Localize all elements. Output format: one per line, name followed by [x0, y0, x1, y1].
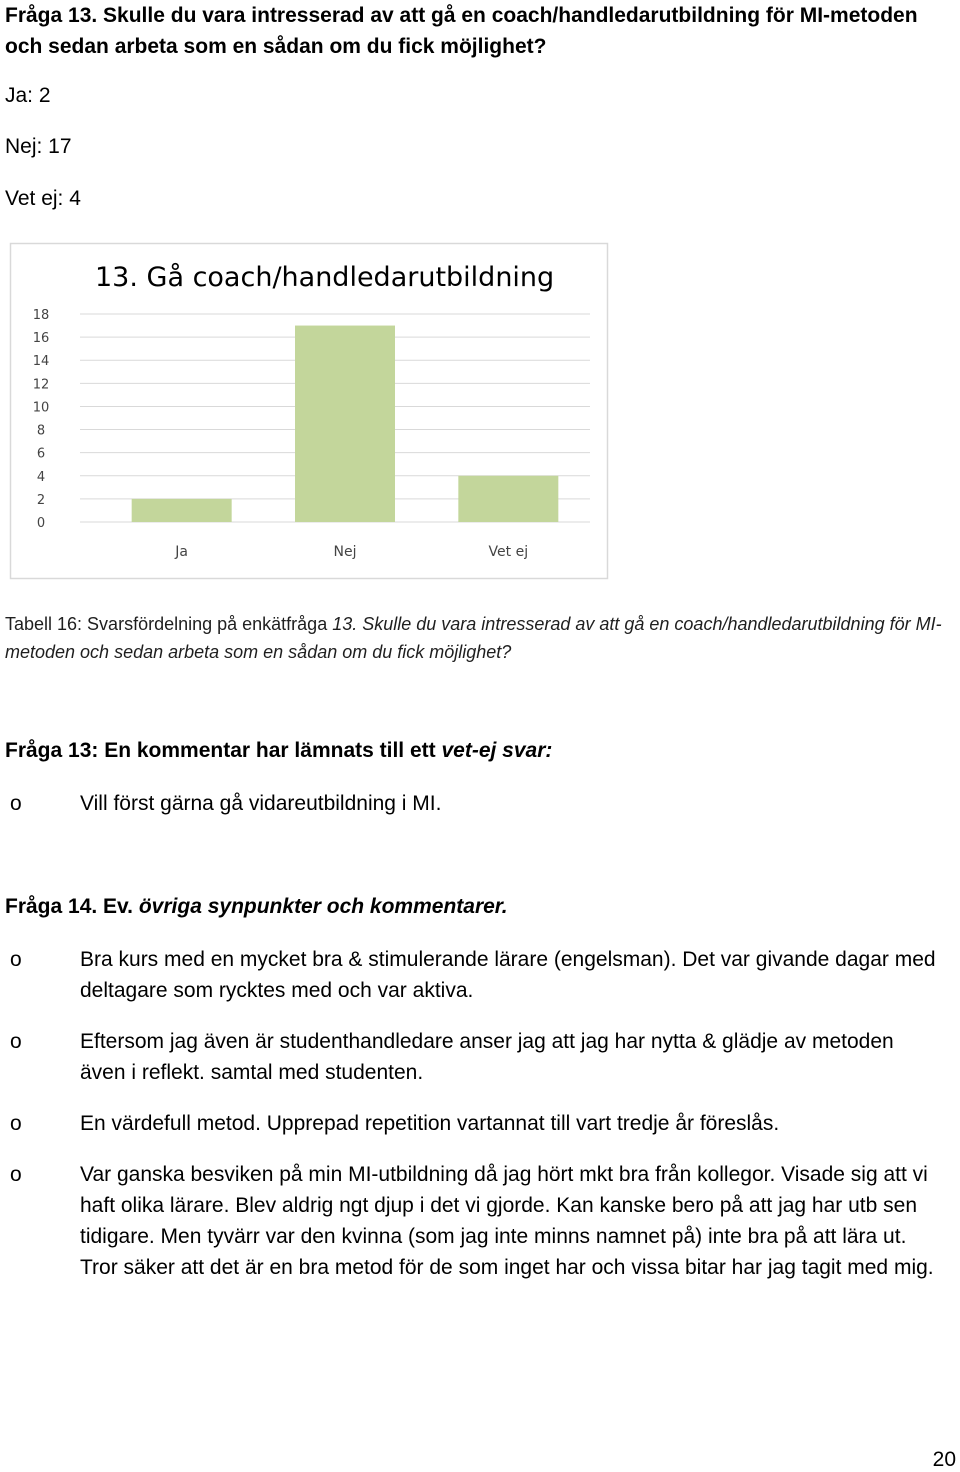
list-item-text: Eftersom jag även är studenthandledare anser jag att jag har nytta & glädje av metoden även i reflekt. samtal med studenten. [80, 1030, 894, 1084]
comment-13-heading-italic: vet-ej svar: [441, 739, 553, 762]
list-item [0, 1159, 940, 1283]
y-tick-label: 12 [32, 377, 50, 393]
answer-count-nej: Nej: 17 [5, 135, 72, 158]
comment-13-list [0, 788, 960, 819]
answer-count-vet-ej: Vet ej: 4 [5, 187, 81, 210]
list-item [0, 1026, 940, 1088]
list-item [0, 1108, 940, 1139]
caption-question: 13. Skulle du vara intresserad av att gå en coach/handledarutbildning för MI-metoden och sedan arbeta som en sådan om du fick möjlighet? [5, 614, 942, 662]
list-item-text: Vill först gärna gå vidareutbildning i MI. [80, 792, 442, 815]
answer-count-ja: Ja: 2 [5, 84, 51, 107]
list-item-text: Var ganska besviken på min MI-utbildning då jag hört mkt bra från kollegor. Visade sig att vi haft olika lärare. Blev aldrig ngt djup i det vi gjorde. Kan kanske bero på att jag har utb sen tidigare. Men tyvärr var den kvinna (som jag inte minns namnet på) inte bra på att lära ut. Tror säker att det är en bra metod för de som inget har och vissa bitar har jag tagit med mig. [80, 1163, 934, 1279]
question-14-heading-text: Fråga 14. Ev. [5, 895, 139, 918]
bar-nej [295, 326, 395, 522]
question-14-heading [5, 893, 508, 921]
bullet-marker: o [10, 1163, 22, 1186]
question-14-list [0, 944, 960, 1303]
y-tick-label: 2 [36, 492, 46, 508]
y-tick-label: 14 [32, 354, 50, 370]
comment-13-heading [5, 737, 552, 765]
caption-prefix: Tabell 16: Svarsfördelning på enkätfråga [5, 614, 333, 634]
list-item-text: Bra kurs med en mycket bra & stimulerande lärare (engelsman). Det var givande dagar med deltagare som rycktes med och var aktiva. [80, 948, 936, 1002]
bar-ja [132, 499, 232, 522]
x-tick-label: Ja [175, 544, 189, 560]
y-tick-label: 6 [36, 446, 46, 462]
y-tick-label: 10 [32, 400, 50, 416]
y-tick-label: 8 [36, 423, 46, 439]
comment-13-heading-text: Fråga 13: En kommentar har lämnats till ett [5, 739, 442, 762]
x-tick-label: Vet ej [488, 544, 529, 560]
page-number: 20 [932, 1448, 956, 1471]
chart-title: 13. Gå coach/handledarutbildning [95, 262, 555, 293]
bullet-marker: o [10, 1112, 22, 1135]
bullet-marker: o [10, 1030, 22, 1053]
x-tick-label: Nej [333, 544, 357, 560]
question-14-heading-italic: övriga synpunkter och kommentarer. [138, 895, 508, 918]
y-tick-label: 18 [32, 308, 50, 323]
y-tick-label: 4 [36, 469, 46, 485]
bullet-marker: o [10, 792, 22, 815]
y-tick-label: 16 [32, 331, 50, 347]
question-13-title: Fråga 13. Skulle du vara intresserad av att gå en coach/handledarutbildning för MI-metoden och sedan arbeta som en sådan om du fick möjlighet? [5, 4, 918, 58]
list-item [0, 788, 940, 819]
y-tick-label: 0 [36, 516, 46, 531]
list-item-text: En värdefull metod. Upprepad repetition vartannat till vart tredje år föreslås. [80, 1112, 780, 1135]
list-item [0, 944, 940, 1006]
bullet-marker: o [10, 948, 22, 971]
table-caption [5, 610, 945, 666]
bar-vet-ej [458, 476, 558, 522]
bar-chart [0, 0, 960, 600]
